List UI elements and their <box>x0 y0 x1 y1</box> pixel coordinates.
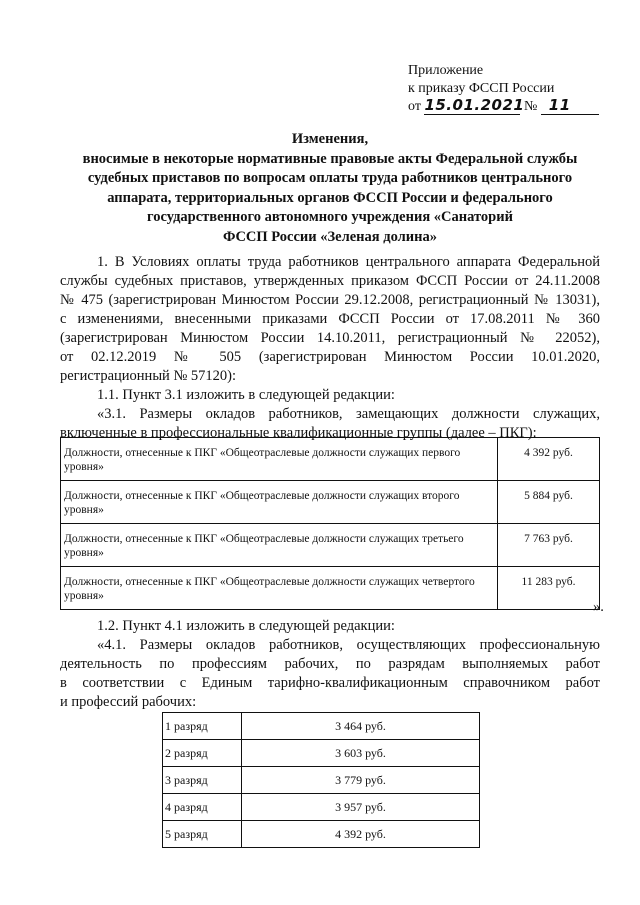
subitem-1-2: 1.2. Пункт 4.1 изложить в следующей редакции: <box>97 618 395 634</box>
paragraph-2 <box>60 617 600 712</box>
date-prefix: от <box>408 99 421 114</box>
salary-table-grades <box>162 712 480 848</box>
quote-line: включенные в профессиональные квалификационные группы (далее – ПКГ): <box>60 425 537 441</box>
paragraph-line: регистрационный № 57120): <box>60 368 237 384</box>
title-line: Изменения, <box>291 131 369 147</box>
paragraph-line: (зарегистрирован Минюстом России 14.10.2011, регистрационный № 22052), <box>60 330 600 346</box>
number-prefix: № <box>523 99 538 114</box>
position-description: Должности, отнесенные к ПКГ «Общеотраслевые должности служащих второго уровня» <box>61 481 498 524</box>
order-date: 15.01.2021 <box>424 96 525 114</box>
title-line: судебных приставов по вопросам оплаты труда работников центрального <box>87 170 573 186</box>
grade-cell: 4 разряд <box>163 794 242 821</box>
paragraph-line: деятельность по профессиям рабочих, по разрядам выполняемых работ <box>60 656 600 672</box>
paragraph-line: 1. В Условиях оплаты труда работников центрального аппарата Федеральной <box>97 254 600 270</box>
table-row <box>61 524 600 567</box>
title-line: аппарата, территориальных органов ФССП России и федерального <box>107 189 553 206</box>
document-title <box>60 130 600 247</box>
position-description: Должности, отнесенные к ПКГ «Общеотраслевые должности служащих третьего уровня» <box>61 524 498 567</box>
appendix-line2: к приказу ФССП России <box>408 81 555 96</box>
grade-salary: 3 779 руб. <box>242 767 480 794</box>
title-line: вносимые в некоторые нормативные правовые акты Федеральной службы <box>82 150 578 167</box>
grade-salary: 3 464 руб. <box>242 713 480 740</box>
closing-quote: ». <box>593 599 604 615</box>
appendix-block <box>408 62 599 116</box>
grade-salary: 4 392 руб. <box>242 821 480 848</box>
table-row <box>61 567 600 610</box>
table-row <box>163 713 480 740</box>
paragraph-1 <box>60 253 600 443</box>
position-description: Должности, отнесенные к ПКГ «Общеотраслевые должности служащих четвертого уровня» <box>61 567 498 610</box>
table-row <box>163 767 480 794</box>
order-number: 11 <box>541 98 599 115</box>
grade-cell: 1 разряд <box>163 713 242 740</box>
subitem-1-1: 1.1. Пункт 3.1 изложить в следующей редакции: <box>97 387 395 403</box>
position-description: Должности, отнесенные к ПКГ «Общеотраслевые должности служащих первого уровня» <box>61 438 498 481</box>
paragraph-line: в соответствии с Единым тарифно-квалификационным справочником работ <box>60 675 600 691</box>
position-salary: 11 283 руб. <box>498 567 600 610</box>
position-salary: 5 884 руб. <box>498 481 600 524</box>
table-row <box>61 481 600 524</box>
paragraph-line: службы судебных приставов, утвержденных приказом ФССП России от 24.11.2008 <box>60 273 600 289</box>
grade-cell: 3 разряд <box>163 767 242 794</box>
grade-cell: 2 разряд <box>163 740 242 767</box>
grade-salary: 3 603 руб. <box>242 740 480 767</box>
paragraph-line: от 02.12.2019 № 505 (зарегистрирован Минюстом России 10.01.2020, <box>60 349 600 365</box>
title-line: государственного автономного учреждения «Санаторий <box>147 209 513 225</box>
grade-cell: 5 разряд <box>163 821 242 848</box>
table-row <box>163 821 480 848</box>
appendix-date-line <box>408 98 599 116</box>
paragraph-line: и профессий рабочих: <box>60 694 197 710</box>
position-salary: 7 763 руб. <box>498 524 600 567</box>
table-row <box>61 438 600 481</box>
appendix-line1: Приложение <box>408 63 484 78</box>
table-row <box>163 740 480 767</box>
paragraph-line: «4.1. Размеры окладов работников, осуществляющих профессиональную <box>97 637 600 653</box>
paragraph-line: № 475 (зарегистрирован Минюстом России 29.12.2008, регистрационный № 13031), <box>60 292 600 308</box>
quote-line: «3.1. Размеры окладов работников, замещающих должности служащих, <box>97 406 600 422</box>
position-salary: 4 392 руб. <box>498 438 600 481</box>
title-line: ФССП России «Зеленая долина» <box>223 228 437 245</box>
grade-salary: 3 957 руб. <box>242 794 480 821</box>
salary-table-positions <box>60 437 600 610</box>
paragraph-line: с изменениями, внесенными приказами ФССП России от 17.08.2011 № 360 <box>60 311 600 327</box>
table-row <box>163 794 480 821</box>
